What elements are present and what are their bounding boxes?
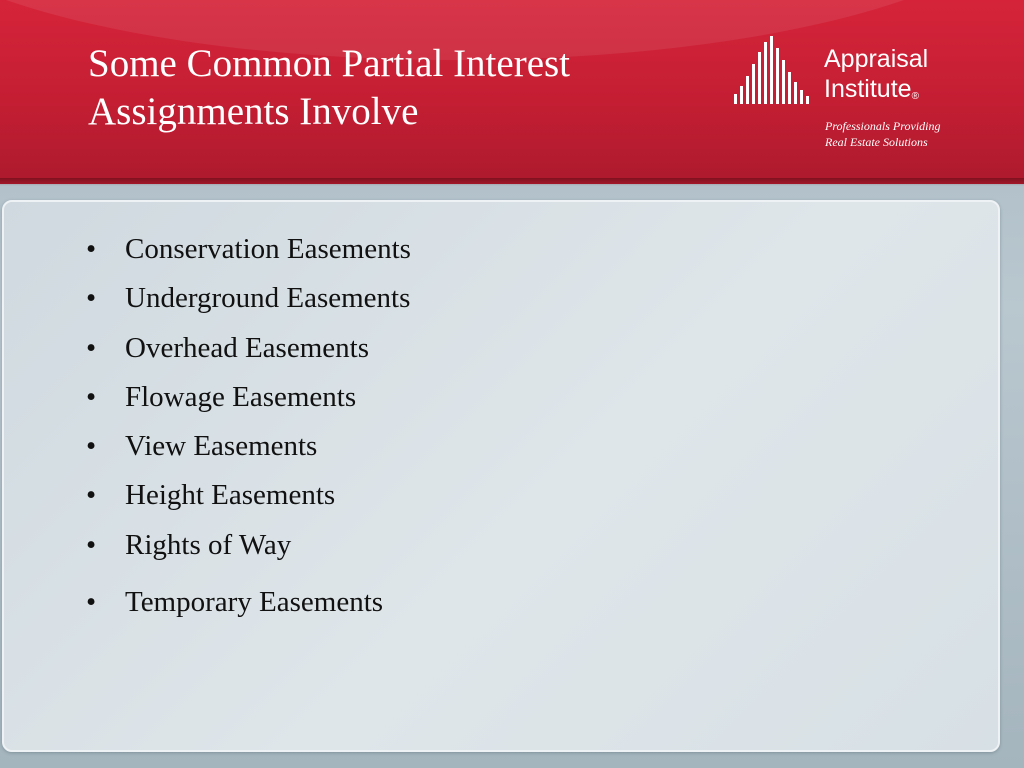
list-item [80, 226, 411, 275]
bullet-marker: • [86, 331, 97, 364]
easement-bullet-list [80, 226, 411, 628]
list-item [80, 423, 411, 472]
logo-tagline-line-2: Real Estate Solutions [825, 135, 928, 149]
bullet-marker: • [86, 233, 97, 265]
bullet-marker: • [86, 528, 97, 561]
bullet-marker: • [86, 586, 97, 619]
registered-mark: ® [911, 91, 919, 102]
logo-tagline [825, 118, 1005, 150]
list-item [80, 275, 411, 324]
list-item-text: View Easements [125, 430, 318, 463]
list-item-text: Rights of Way [125, 528, 292, 561]
logo-wordmark [824, 44, 928, 104]
list-item-text: Temporary Easements [125, 586, 384, 619]
bullet-marker: • [86, 380, 97, 413]
list-item [80, 374, 411, 423]
slide-title [88, 40, 688, 136]
list-item-text: Overhead Easements [125, 331, 369, 364]
logo-tagline-line-1: Professionals Providing [825, 119, 941, 133]
appraisal-institute-logo [732, 32, 1002, 152]
building-bars-icon [732, 32, 812, 106]
title-line-1: Some Common Partial Interest [88, 42, 571, 85]
list-item [80, 579, 411, 628]
list-item [80, 325, 411, 374]
logo-name-line-2: Institute [824, 75, 912, 103]
bullet-marker: • [86, 430, 97, 463]
list-item-text: Underground Easements [125, 282, 411, 315]
list-item-text: Flowage Easements [125, 380, 357, 413]
list-item [80, 472, 411, 521]
title-line-2: Assignments Involve [88, 90, 419, 133]
bullet-marker: • [86, 282, 97, 315]
list-item-text: Height Easements [125, 479, 336, 512]
list-item [80, 522, 411, 571]
logo-name-line-1: Appraisal [824, 45, 929, 73]
header-band [0, 0, 1024, 184]
header-shadow [0, 178, 1024, 186]
list-item-text: Conservation Easements [125, 233, 411, 265]
bullet-marker: • [86, 479, 97, 512]
